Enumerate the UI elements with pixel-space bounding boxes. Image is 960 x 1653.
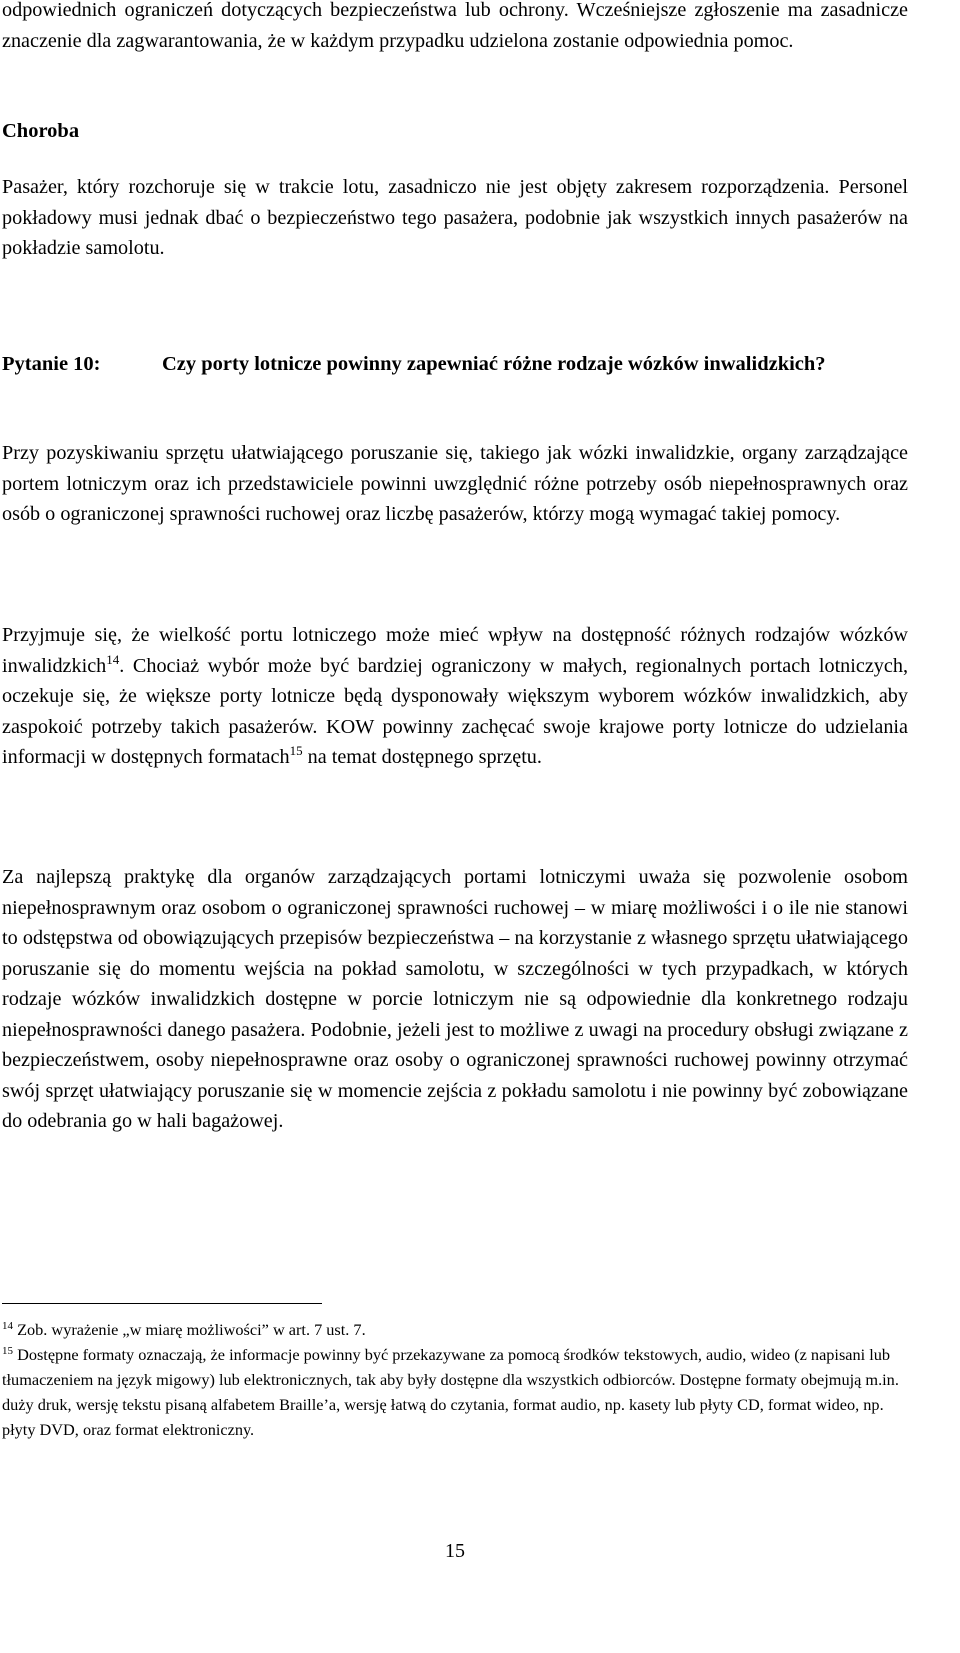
paragraph-answer-2 bbox=[2, 620, 908, 773]
question-text: Czy porty lotnicze powinny zapewniać różne rodzaje wózków inwalidzkich? bbox=[162, 353, 826, 375]
footnote-number: 15 bbox=[2, 1345, 13, 1357]
footnote-text: Zob. wyrażenie „w miarę możliwości” w art. 7 ust. 7. bbox=[13, 1320, 366, 1339]
page-number: 15 bbox=[445, 1540, 465, 1562]
footnote-15 bbox=[2, 1342, 902, 1442]
paragraph-choroba: Pasażer, który rozchoruje się w trakcie lotu, zasadniczo nie jest objęty zakresem rozporządzenia. Personel pokładowy musi jednak dbać o bezpieczeństwo tego pasażera, podobnie jak wszystkich innych pasażerów na pokładzie samolotu. bbox=[2, 176, 908, 259]
paragraph-answer-3: Za najlepszą praktykę dla organów zarządzających portami lotniczymi uważa się pozwolenie osobom niepełnosprawnym oraz osobom o ograniczonej sprawności ruchowej – w miarę możliwości i o ile nie stanowi to odstępstwa od obowiązujących przepisów bezpieczeństwa – na korzystanie z własnego sprzętu ułatwiającego poruszanie się do momentu wejścia na pokład samolotu, w szczególności w tych przypadkach, w których rodzaje wózków inwalidzkich dostępne w porcie lotniczym nie są odpowiednie dla konkretnego rodzaju niepełnosprawności danego pasażera. Podobnie, jeżeli jest to możliwe z uwagi na procedury obsługi związane z bezpieczeństwem, osoby niepełnosprawne oraz osoby o ograniczonej sprawności ruchowej powinny otrzymać swój sprzęt ułatwiający poruszanie się w momencie zejścia z pokładu samolotu i nie powinny być zobowiązane do odebrania go w hali bagażowej. bbox=[2, 866, 908, 1132]
paragraph-answer-1: Przy pozyskiwaniu sprzętu ułatwiającego poruszanie się, takiego jak wózki inwalidzkie, organy zarządzające portem lotniczym oraz ich przedstawiciele powinni uwzględnić różne potrzeby osób niepełnosprawnych oraz osób o ograniczonej sprawności ruchowej oraz liczbę pasażerów, którzy mogą wymagać takiej pomocy. bbox=[2, 442, 908, 525]
footnote-separator bbox=[2, 1303, 322, 1304]
footnote-ref-14[interactable]: 14 bbox=[106, 651, 120, 667]
heading-choroba: Choroba bbox=[2, 120, 80, 142]
footnote-ref-15[interactable]: 15 bbox=[289, 743, 303, 758]
paragraph-answer-2-part-a: Przyjmuje się, że wielkość portu lotniczego może mieć wpływ na dostępność różnych rodzajów wózków inwalidzkich bbox=[2, 624, 908, 677]
question-label: Pytanie 10: bbox=[2, 353, 101, 375]
footnote-14 bbox=[2, 1317, 902, 1342]
footnote-number: 14 bbox=[2, 1320, 13, 1332]
paragraph-answer-2-part-b: . Chociaż wybór może być bardziej ograniczony w małych, regionalnych portach lotniczych, oczekuje się, że większe porty lotnicze będą dysponowały większym wyborem wózków inwalidzkich, aby zaspokoić potrzeby takich pasażerów. KOW powinny zachęcać swoje krajowe porty lotnicze do udzielania informacji w dostępnych formatach bbox=[2, 654, 908, 768]
paragraph-intro: odpowiednich ograniczeń dotyczących bezpieczeństwa lub ochrony. Wcześniejsze zgłoszenie ma zasadnicze znaczenie dla zagwarantowania, że w każdym przypadku udzielona zostanie odpowiednia pomoc. bbox=[2, 0, 908, 52]
footnote-text: Dostępne formaty oznaczają, że informacje powinny być przekazywane za pomocą środków tekstowych, audio, wideo (z napisani lub tłumaczeniem na język migowy) lub elektronicznych, tak aby były dostępne dla wszystkich odbiorców. Dostępne formaty obejmują m.in. duży druk, wersję tekstu pisaną alfabetem Braille’a, wersję łatwą do czytania, format audio, np. kasety lub płyty CD, format wideo, np. płyty DVD, oraz format elektroniczny. bbox=[2, 1345, 899, 1439]
paragraph-answer-2-part-c: na temat dostępnego sprzętu. bbox=[302, 746, 542, 768]
